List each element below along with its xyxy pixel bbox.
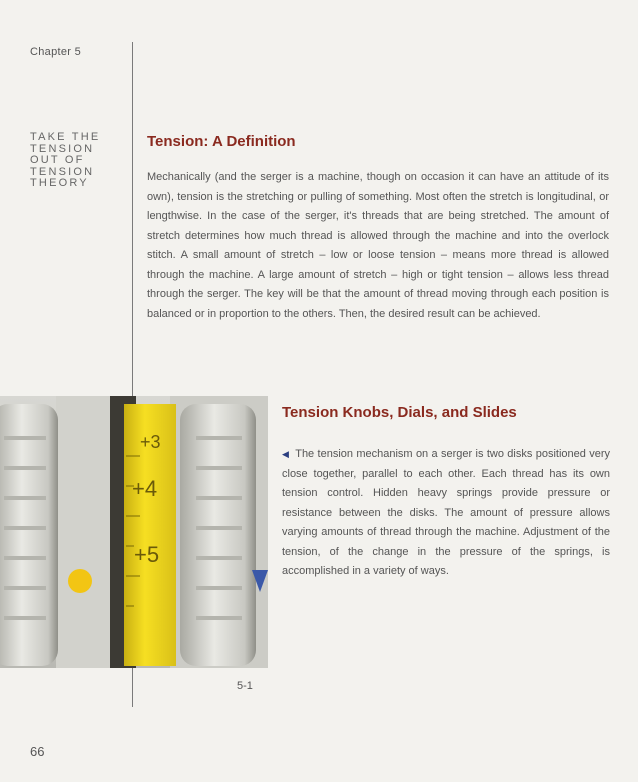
sidebar-line: THEORY <box>30 177 89 189</box>
sidebar-line: TENSION <box>30 165 95 178</box>
tension-dial-illustration <box>0 396 268 668</box>
left-arrow-icon: ◀ <box>282 449 290 459</box>
sidebar-line: TAKE THE <box>30 131 101 143</box>
tension-dial-photo <box>0 396 268 668</box>
section-body-tension-definition: Mechanically (and the serger is a machine, though on occasion it can have an attitude of its own), tension is the stretching or pulling of something. Most often the stretch is longitudinal, or lengthwise. In the case of the serger, it's threads that are being stretched. The amount of stretch determines how much thread is allowed through the machine and into the overlock stitch. A small amount of stretch – low or loose tension – means more thread is allowed through the machine. A large amount of stretch – high or tight tension – allows less thread through the serger. The key will be that the amount of thread moving through each position is balanced or in proportion to the others. Then, the desired result can be achieved. <box>147 171 609 320</box>
dial-label: +4 <box>132 476 158 501</box>
page-number: 66 <box>30 744 45 759</box>
sidebar-title <box>30 132 100 190</box>
dial-label: +5 <box>134 542 160 567</box>
sidebar-line: TENSION <box>30 142 95 155</box>
chapter-label: Chapter 5 <box>30 46 82 58</box>
sidebar-line: OUT OF <box>30 154 85 166</box>
section-body-tension-knobs <box>282 445 610 582</box>
section-body-text: The tension mechanism on a serger is two disks positioned very close together, parallel to each other. Each thread has its own tension control. Hidden heavy springs provide pressure or resistance between the disks. The amount of pressure allows varying amounts of thread through the machine. Adjustment of the tension, of the change in the pressure of the springs, is accomplished in a variety of ways. <box>282 448 610 577</box>
section-heading-tension-knobs: Tension Knobs, Dials, and Slides <box>282 404 517 421</box>
indicator-dot-icon <box>68 569 92 593</box>
figure-caption: 5-1 <box>237 680 253 692</box>
dial-label: +3 <box>140 432 161 452</box>
section-heading-tension-definition: Tension: A Definition <box>147 133 296 150</box>
